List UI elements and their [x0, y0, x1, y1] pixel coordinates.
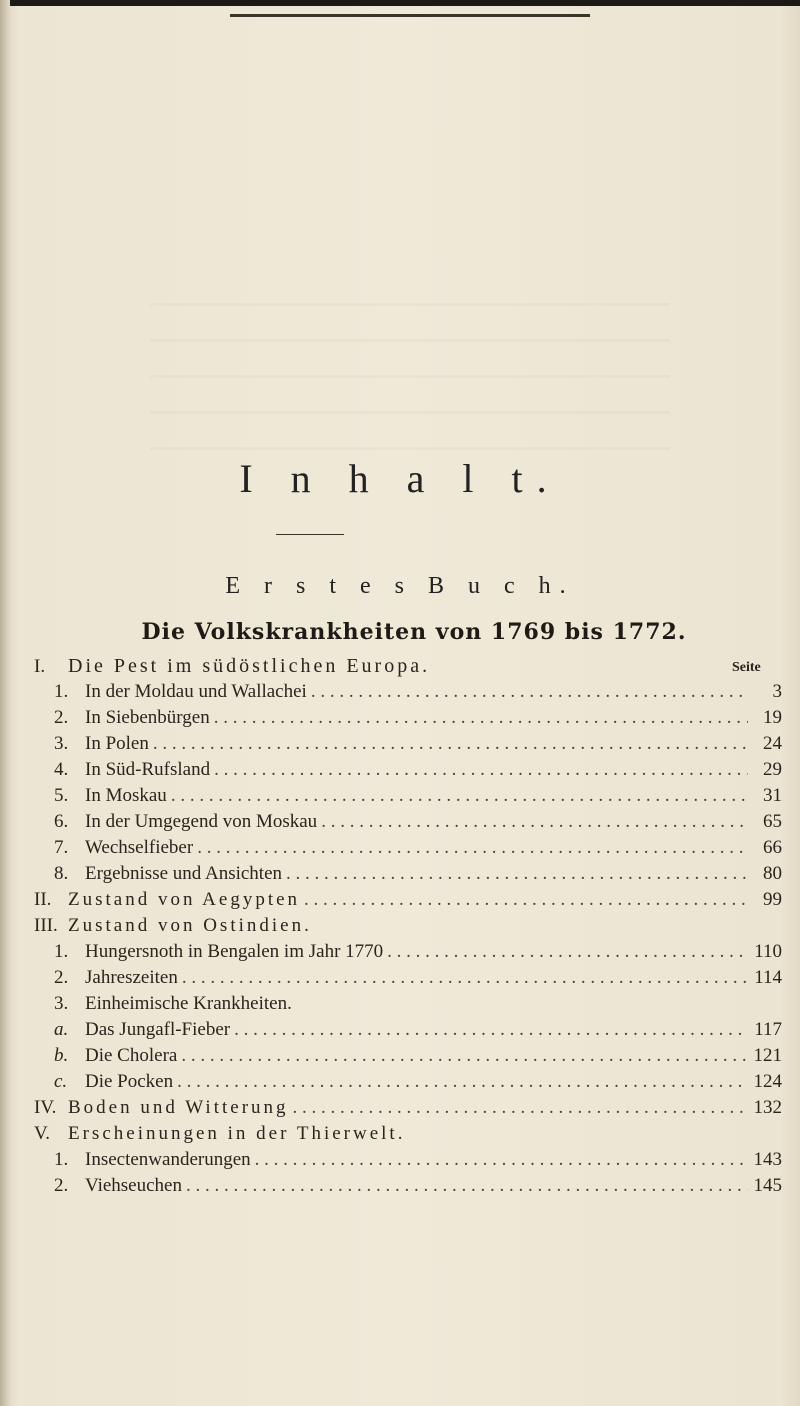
dot-leader: [177, 1071, 748, 1093]
entry-number: 4.: [54, 759, 69, 780]
entry-number: b.: [54, 1045, 69, 1066]
toc-entry: [34, 915, 634, 941]
toc-entry: [54, 1175, 782, 1201]
toc-entry: [54, 1149, 782, 1175]
entry-page: 145: [753, 1175, 782, 1196]
dot-leader: [171, 785, 748, 807]
entry-label: Wechselfieber: [85, 837, 194, 858]
toc-entry: [54, 1071, 782, 1097]
entry-label: Zustand von Ostindien.: [68, 915, 312, 936]
toc-entry: [34, 655, 704, 681]
toc-entry: [54, 1045, 782, 1071]
dot-leader: [234, 1019, 748, 1041]
entry-page: 132: [753, 1097, 782, 1118]
dot-leader: [321, 811, 748, 833]
toc-entry: [54, 993, 654, 1019]
entry-label: Ergebnisse und Ansichten: [85, 863, 283, 884]
entry-label: Die Pocken: [85, 1071, 174, 1092]
entry-label: Zustand von Aegypten: [68, 889, 301, 910]
entry-number: 6.: [54, 811, 69, 832]
entry-page: 124: [753, 1071, 782, 1092]
page-title: I n h a l t.: [239, 456, 561, 501]
toc-entry: [54, 759, 782, 785]
entry-page: 29: [763, 759, 782, 780]
dot-leader: [153, 733, 748, 755]
dot-leader: [214, 707, 748, 729]
entry-number: 2.: [54, 967, 69, 988]
entry-number: 1.: [54, 1149, 69, 1170]
entry-page: 65: [763, 811, 782, 832]
dot-leader: [181, 1045, 748, 1067]
entry-number: c.: [54, 1071, 68, 1092]
entry-label: Hungersnoth in Bengalen im Jahr 1770: [85, 941, 384, 962]
entry-page: 117: [754, 1019, 782, 1040]
entry-label: Jahreszeiten: [85, 967, 178, 988]
entry-number: 8.: [54, 863, 69, 884]
toc-entry: [54, 681, 782, 707]
toc-entry: [54, 941, 782, 967]
entry-label: Erscheinungen in der Thierwelt.: [68, 1123, 406, 1144]
entry-number: I.: [34, 656, 46, 677]
toc-entry: [34, 1097, 782, 1123]
entry-number: 3.: [54, 993, 69, 1014]
entry-number: 7.: [54, 837, 69, 858]
entry-label: Boden und Witterung: [68, 1097, 289, 1118]
dot-leader: [311, 681, 748, 703]
entry-number: 2.: [54, 707, 69, 728]
entry-label: Insectenwanderungen: [85, 1149, 251, 1170]
toc-entry: [54, 1019, 782, 1045]
entry-page: 3: [772, 681, 782, 702]
entry-number: 5.: [54, 785, 69, 806]
page-column-label: Seite: [732, 660, 761, 675]
entry-label: Die Cholera: [85, 1045, 178, 1066]
entry-label: Das Jungafl-Fieber: [85, 1019, 231, 1040]
toc-entry: [54, 785, 782, 811]
book-heading: E r s t e s B u c h.: [225, 573, 575, 599]
entry-page: 143: [753, 1149, 782, 1170]
toc-entry: [34, 1123, 674, 1149]
dot-leader: [197, 837, 748, 859]
entry-page: 99: [763, 889, 782, 910]
toc-entry: [34, 889, 782, 915]
entry-label: Viehseuchen: [85, 1175, 182, 1196]
dot-leader: [387, 941, 748, 963]
dot-leader: [182, 967, 748, 989]
entry-label: In Moskau: [85, 785, 167, 806]
entry-label: Die Pest im südöstlichen Europa.: [68, 655, 431, 677]
dot-leader: [293, 1097, 748, 1119]
entry-label: In der Umgegend von Moskau: [85, 811, 318, 832]
entry-label: Einheimische Krankheiten.: [85, 993, 292, 1014]
entry-number: 1.: [54, 681, 69, 702]
entry-label: In Siebenbürgen: [85, 707, 210, 728]
dot-leader: [186, 1175, 748, 1197]
toc-entry: [54, 837, 782, 863]
dot-leader: [255, 1149, 748, 1171]
entry-page: 80: [763, 863, 782, 884]
entry-page: 66: [763, 837, 782, 858]
dot-leader: [304, 889, 748, 911]
entry-label: In der Moldau und Wallachei: [85, 681, 307, 702]
entry-number: 2.: [54, 1175, 69, 1196]
entry-page: 19: [763, 707, 782, 728]
entry-number: III.: [34, 915, 58, 936]
entry-number: V.: [34, 1123, 51, 1144]
entry-number: a.: [54, 1019, 69, 1040]
toc-entry: [54, 811, 782, 837]
part-heading: Die Volkskrankheiten von 1769 bis 1772.: [141, 619, 687, 645]
entry-page: 110: [754, 941, 782, 962]
toc-entry: [54, 733, 782, 759]
entry-page: 114: [754, 967, 782, 988]
entry-number: 3.: [54, 733, 69, 754]
dot-leader: [286, 863, 748, 885]
entry-number: II.: [34, 889, 52, 910]
dot-leader: [214, 759, 748, 781]
entry-page: 31: [763, 785, 782, 806]
entry-number: IV.: [34, 1097, 57, 1118]
entry-page: 24: [763, 733, 782, 754]
entry-number: 1.: [54, 941, 69, 962]
toc-entry: [54, 707, 782, 733]
entry-label: In Polen: [85, 733, 149, 754]
entry-page: 121: [753, 1045, 782, 1066]
entry-label: In Süd-Rufsland: [85, 759, 211, 780]
toc-entry: [54, 863, 782, 889]
toc-entry: [54, 967, 782, 993]
